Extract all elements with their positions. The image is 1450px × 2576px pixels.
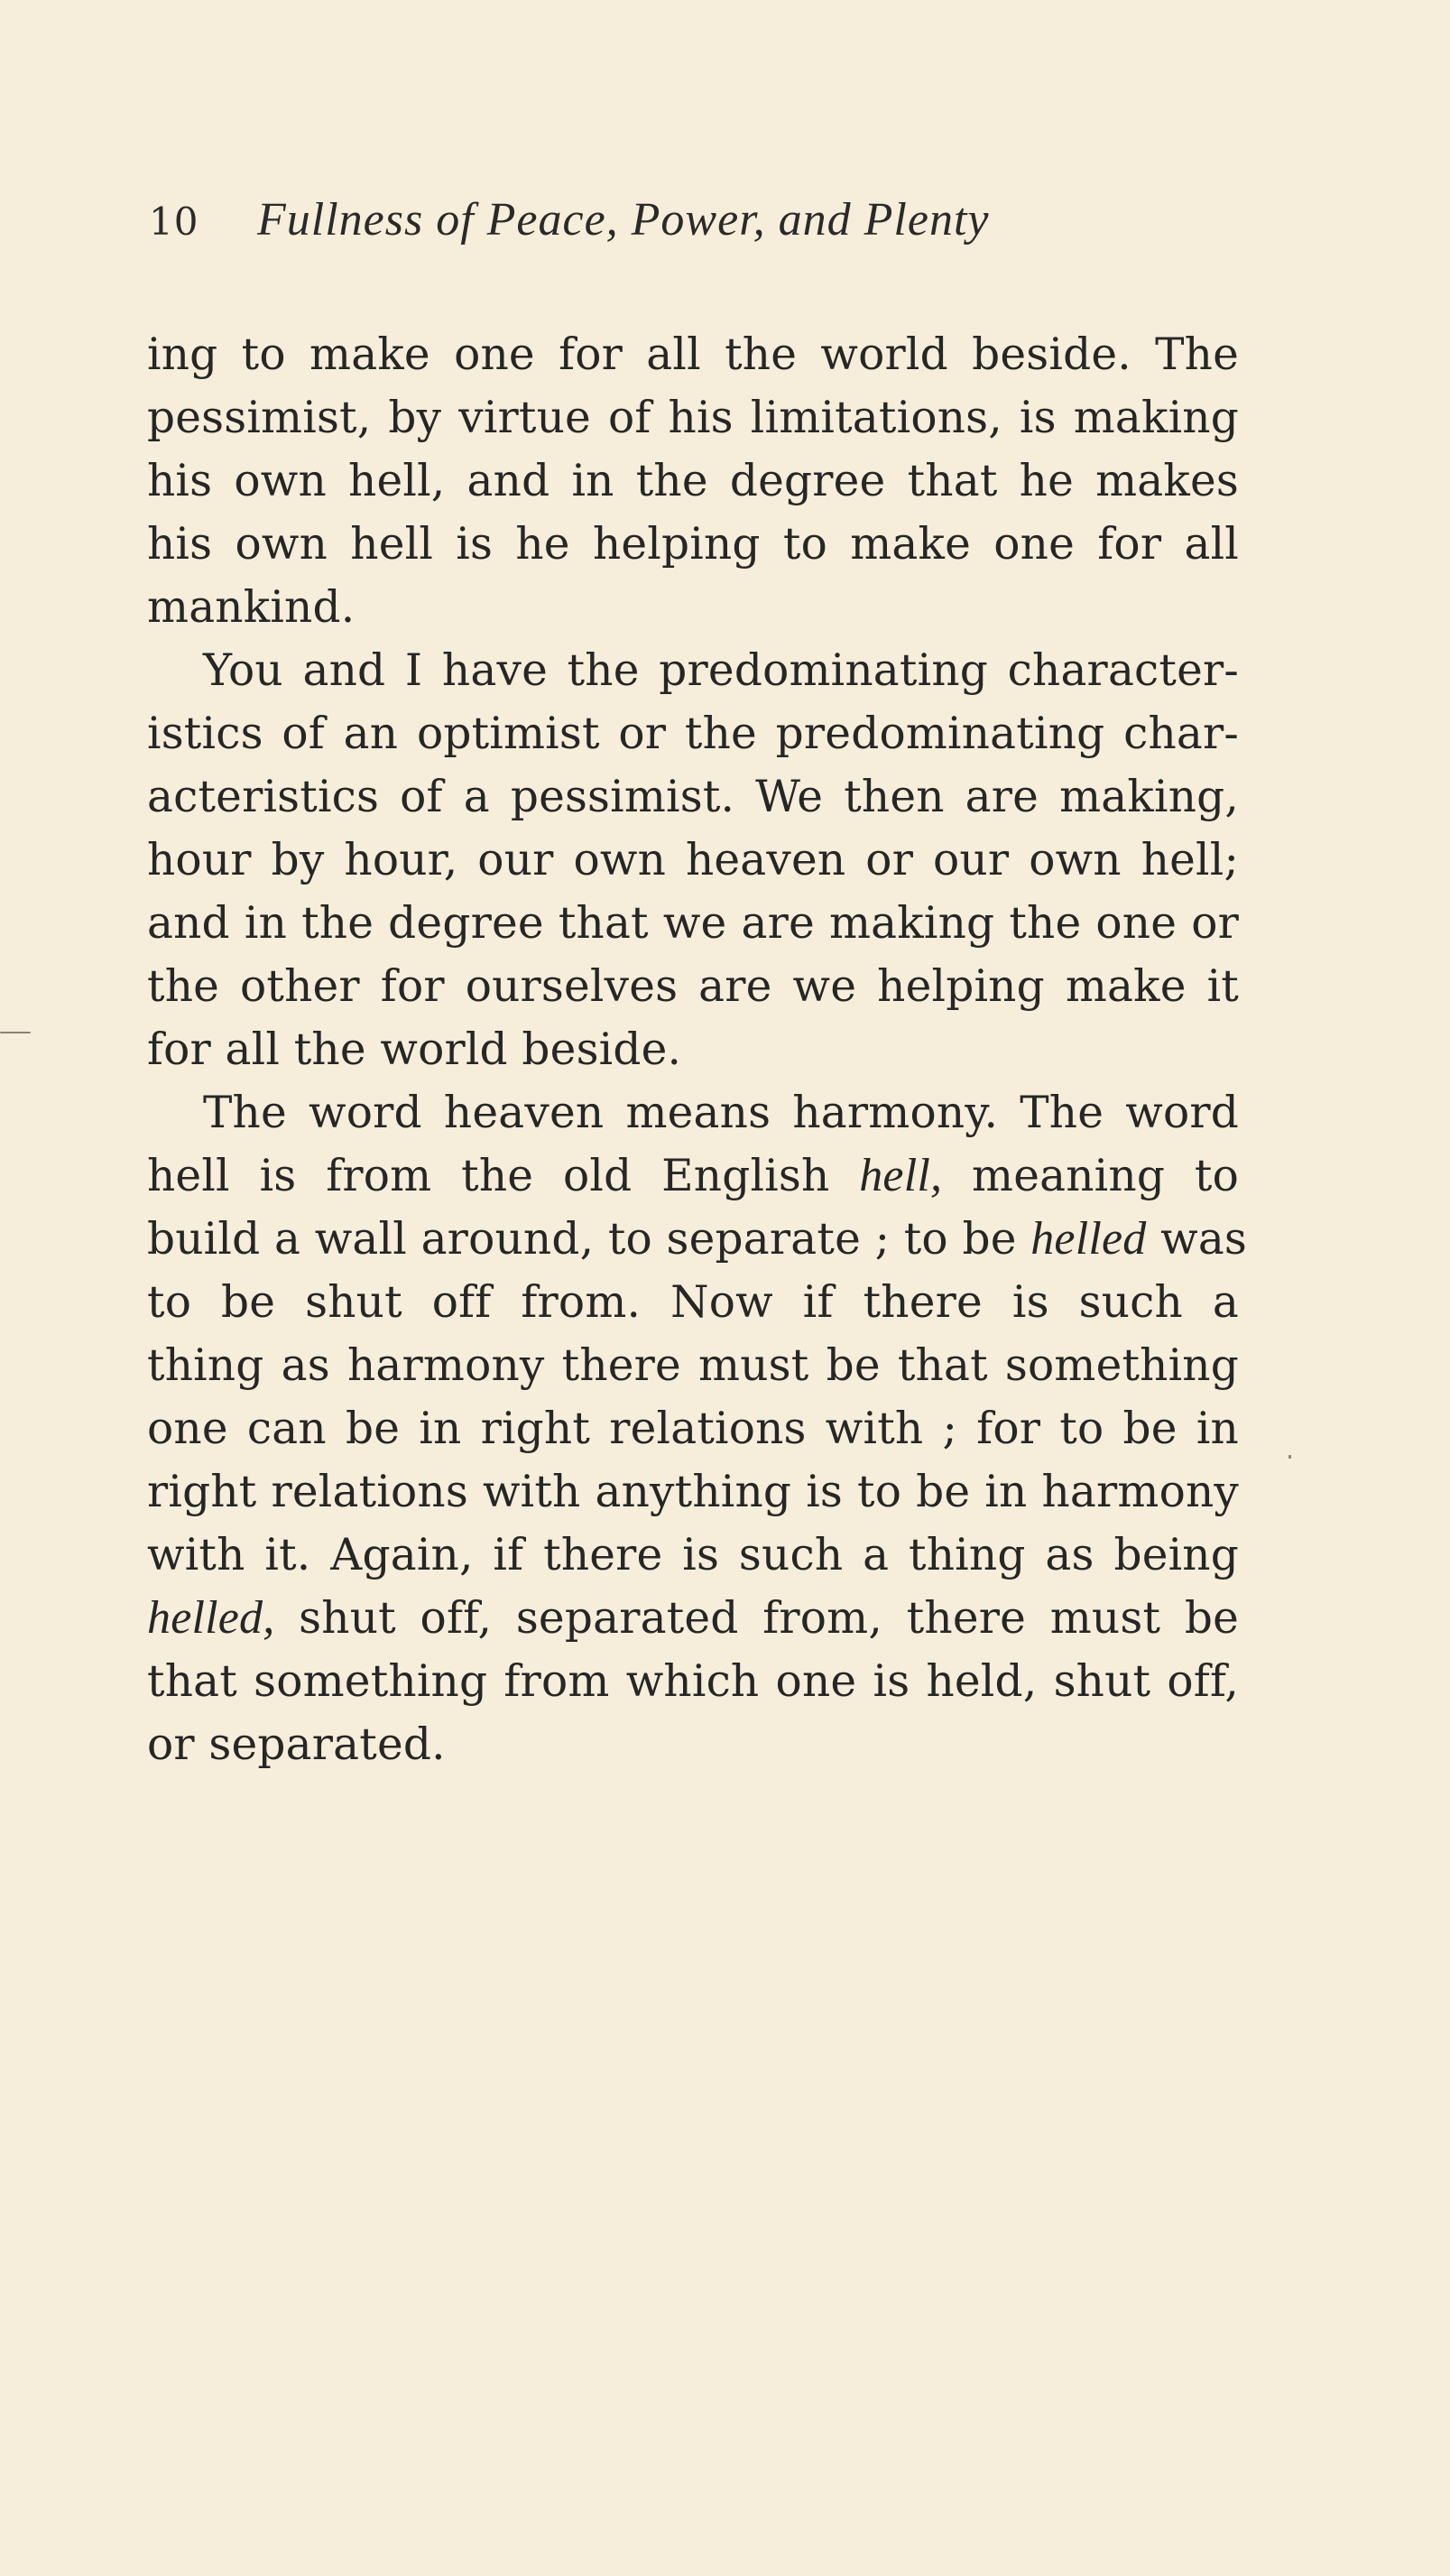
text-line: right relations with anything is to be in harmony <box>147 1467 1239 1517</box>
text-line: mankind. <box>147 582 356 633</box>
text-line: that something from which one is held, shut off, <box>147 1656 1239 1707</box>
text-line: and in the degree that we are making the one or <box>147 898 1239 949</box>
text-line: to be shut off from. Now if there is such a <box>147 1277 1239 1328</box>
italic-word: helled, <box>147 1592 275 1644</box>
italic-word: hell, <box>859 1150 943 1201</box>
text-line: his own hell, and in the degree that he makes <box>147 456 1239 506</box>
text-line <box>147 1144 1239 1208</box>
text-run: hell is from the old English <box>147 1151 860 1201</box>
text-line: hour by hour, our own heaven or our own hell; <box>147 835 1239 885</box>
text-line: for all the world beside. <box>147 1024 682 1075</box>
paper-speck <box>0 1032 31 1033</box>
text-line: acteristics of a pessimist. We then are making, <box>147 772 1239 822</box>
paper-speck <box>1288 1455 1291 1459</box>
text-line: the other for ourselves are we helping make it <box>147 961 1239 1012</box>
text-run: shut off, separated from, there must be <box>274 1593 1239 1644</box>
running-title: Fullness of Peace, Power, and Plenty <box>257 194 990 246</box>
paragraph-start-line: The word heaven means harmony. The word <box>203 1088 1239 1138</box>
running-head <box>149 193 1254 256</box>
body-text <box>147 323 1248 1776</box>
text-line <box>147 1208 1248 1271</box>
text-line: pessimist, by virtue of his limitations, is making <box>147 393 1239 443</box>
text-line: his own hell is he helping to make one for all <box>147 519 1239 570</box>
text-line: thing as harmony there must be that something <box>147 1340 1239 1391</box>
text-line: with it. Again, if there is such a thing as being <box>147 1530 1239 1580</box>
page-number: 10 <box>149 199 199 244</box>
text-run: meaning to <box>942 1151 1239 1201</box>
paragraph-start-line: You and I have the predominating character- <box>203 645 1239 696</box>
italic-word: helled <box>1030 1213 1147 1265</box>
text-line: istics of an optimist or the predominating char- <box>147 709 1239 759</box>
text-line: one can be in right relations with ; for to be in <box>147 1404 1239 1454</box>
text-line <box>147 1587 1239 1650</box>
text-run: was <box>1146 1214 1248 1265</box>
text-line: ing to make one for all the world beside. The <box>147 329 1239 380</box>
text-run: build a wall around, to separate ; to be <box>147 1214 1031 1265</box>
text-line: or separated. <box>147 1719 446 1770</box>
